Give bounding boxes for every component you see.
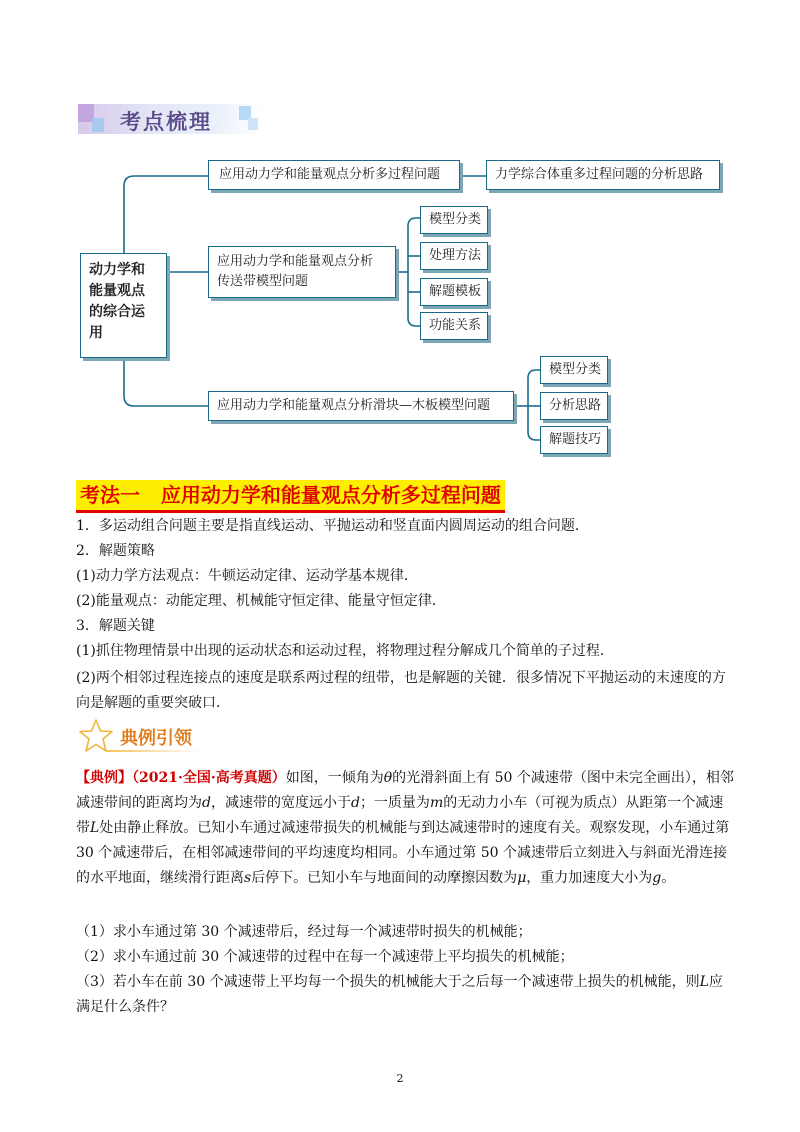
math-mu: μ [517,870,527,886]
content-point-3: (1)动力学方法观点：牛顿运动定律、运动学基本规律． [76,568,418,584]
example-text: 的无动力小车（可视为质点）从距第一个减速带 [76,795,724,836]
content-point-4: (2)能量观点：动能定理、机械能守恒定律、能量守恒定律． [76,593,446,609]
example-text: ，减速带的宽度远小于 [210,795,351,811]
example-text: 的光滑斜面上有 50 个减速带（图中未完全画出），相邻减速带间的距离均为 [76,770,734,811]
question-3 [76,970,736,1020]
example-text: 如图，一倾角为 [285,770,384,786]
mindmap-branch-2-child: 功能关系 [420,312,488,340]
example-text: 处由静止释放。已知小车通过减速带损失的机械能与到达减速带时的速度有关。观察发现，小车通过第 30 个减速带后，在相邻减速带间的平均速度均相同。小车通过第 50 个减速带后立刻进入与斜面光滑连接的水平地面，继续滑行距离 [76,820,730,886]
mindmap-branch-1: 应用动力学和能量观点分析多过程问题 [208,160,460,190]
mindmap-branch-2-child: 模型分类 [420,206,488,234]
example-tag: 【典例】 [76,770,132,786]
mindmap-branch-2-child: 解题模板 [420,278,488,306]
math-d: d [350,795,360,811]
content-point-6: (1)抓住物理情景中出现的运动状态和运动过程，将物理过程分解成几个简单的子过程． [76,643,614,659]
math-g: g [652,870,662,886]
mindmap-branch-3-child: 模型分类 [540,356,608,384]
mindmap-branch-3-child: 解题技巧 [540,426,608,454]
math-m: m [429,795,444,811]
section-banner-title: 考点梳理 [120,110,212,134]
example-text: 后停下。已知小车与地面间的动摩擦因数为 [251,870,518,886]
page-number: 2 [396,1072,404,1085]
star-icon [78,718,114,754]
example-source: （2021·全国·高考真题） [132,770,286,786]
method-heading: 考法一 应用动力学和能量观点分析多过程问题 [76,480,505,513]
question-2: （2）求小车通过前 30 个减速带的过程中在每一个减速带上平均损失的机械能； [76,949,574,965]
example-text: ；一质量为 [359,795,430,811]
mindmap-branch-2 [208,246,396,298]
mindmap-branch-3: 应用动力学和能量观点分析滑块—木板模型问题 [208,391,514,421]
math-d: d [202,795,211,811]
math-L: L [699,974,709,990]
content-point-7: (2)两个相邻过程连接点的速度是联系两过程的纽带，也是解题的关键．很多情况下平抛运动的末速度的方向是解题的重要突破口． [76,670,726,711]
math-theta: θ [383,770,393,786]
content-point-2: 2．解题策略 [76,543,155,559]
example-section-label: 典例引领 [120,728,192,749]
mindmap-root: 动力学和能量观点的综合运用 [80,253,167,358]
example-text: 。 [661,870,676,886]
content-point-5: 3．解题关键 [76,618,155,634]
mindmap-branch-2-child: 处理方法 [420,242,488,270]
question-1: （1）求小车通过第 30 个减速带后，经过每一个减速带时损失的机械能； [76,924,532,940]
math-L: L [90,820,100,836]
mindmap-branch-2-line2: 传送带模型问题 [217,274,309,289]
question-3-text: 应满足什么条件？ [76,974,723,1015]
mindmap-branch-3-child: 分析思路 [540,392,608,420]
math-s: s [244,870,252,886]
question-3-text: （3）若小车在前 30 个减速带上平均每一个损失的机械能大于之后每一个减速带上损失的机械能，则 [76,974,700,990]
mindmap-branch-1-child: 力学综合体重多过程问题的分析思路 [486,160,720,190]
mindmap-branch-2-line1: 应用动力学和能量观点分析 [217,254,374,269]
example-problem [76,766,736,891]
content-point-1: 1．多运动组合问题主要是指直线运动、平抛运动和竖直面内圆周运动的组合问题． [76,518,589,534]
example-text: ，重力加速度大小为 [526,870,653,886]
